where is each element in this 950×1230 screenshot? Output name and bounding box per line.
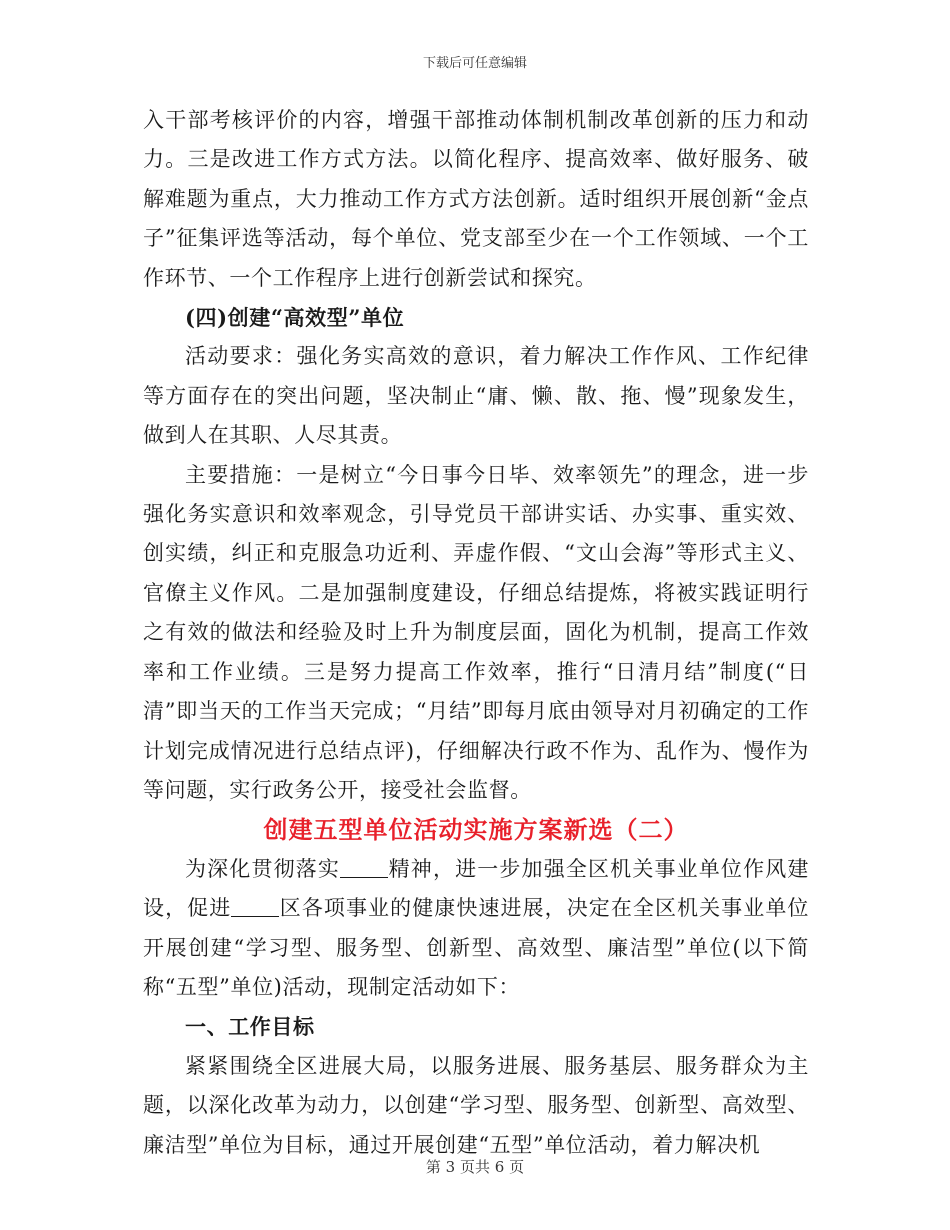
fill-in-blank bbox=[340, 856, 388, 878]
document-section-title: 创建五型单位活动实施方案新选（二） bbox=[263, 815, 689, 845]
paragraph-introduction bbox=[143, 850, 809, 1008]
intro-text-part-2: 精神，进一步加强全区机关事业单位作风建设，促进 bbox=[143, 856, 809, 921]
fill-in-blank bbox=[231, 895, 279, 917]
section-heading-4: (四)创建“高效型”单位 bbox=[185, 305, 405, 331]
paragraph-work-goal: 紧紧围绕全区进展大局，以服务进展、服务基层、服务群众为主题，以深化改革为动力，以创建“学习型、服务型、创新型、高效型、廉洁型”单位为目标，通过开展创建“五型”单位活动，着力解决机 bbox=[143, 1053, 809, 1157]
document-body bbox=[143, 101, 809, 1165]
page-header: 下载后可任意编辑 bbox=[422, 56, 527, 71]
section-heading-1: 一、工作目标 bbox=[185, 1014, 315, 1040]
paragraph-activity-requirements: 活动要求：强化务实高效的意识，着力解决工作作风、工作纪律等方面存在的突出问题，坚决制止“庸、懒、散、拖、慢”现象发生，做到人在其职、人尽其责。 bbox=[143, 344, 809, 448]
paragraph-main-measures: 主要措施：一是树立“今日事今日毕、效率领先”的理念，进一步强化务实意识和效率观念，引导党员干部讲实话、办实事、重实效、创实绩，纠正和克服急功近利、弄虚作假、“文山会海”等形式主义、官僚主义作风。二是加强制度建设，仔细总结提炼，将被实践证明行之有效的做法和经验及时上升为制度层面，固化为机制，提高工作效率和工作业绩。三是努力提高工作效率，推行“日清月结”制度(“日清”即当天的工作当天完成；“月结”即每月底由领导对月初确定的工作计划完成情况进行总结点评)，仔细解决行政不作为、乱作为、慢作为等问题，实行政务公开，接受社会监督。 bbox=[143, 462, 809, 802]
paragraph-continuation: 入干部考核评价的内容，增强干部推动体制机制改革创新的压力和动力。三是改进工作方式方法。以简化程序、提高效率、做好服务、破解难题为重点，大力推动工作方式方法创新。适时组织开展创新“金点子”征集评选等活动，每个单位、党支部至少在一个工作领域、一个工作环节、一个工作程序上进行创新尝试和探究。 bbox=[143, 108, 809, 290]
intro-text-part-1: 为深化贯彻落实 bbox=[185, 856, 341, 881]
intro-text-part-3: 区各项事业的健康快速进展，决定在全区机关事业单位开展创建“学习型、服务型、创新型、高效型、廉洁型”单位(以下简称“五型”单位)活动，现制定活动如下： bbox=[143, 896, 809, 999]
page-number-footer: 第 3 页共 6 页 bbox=[425, 1158, 525, 1176]
